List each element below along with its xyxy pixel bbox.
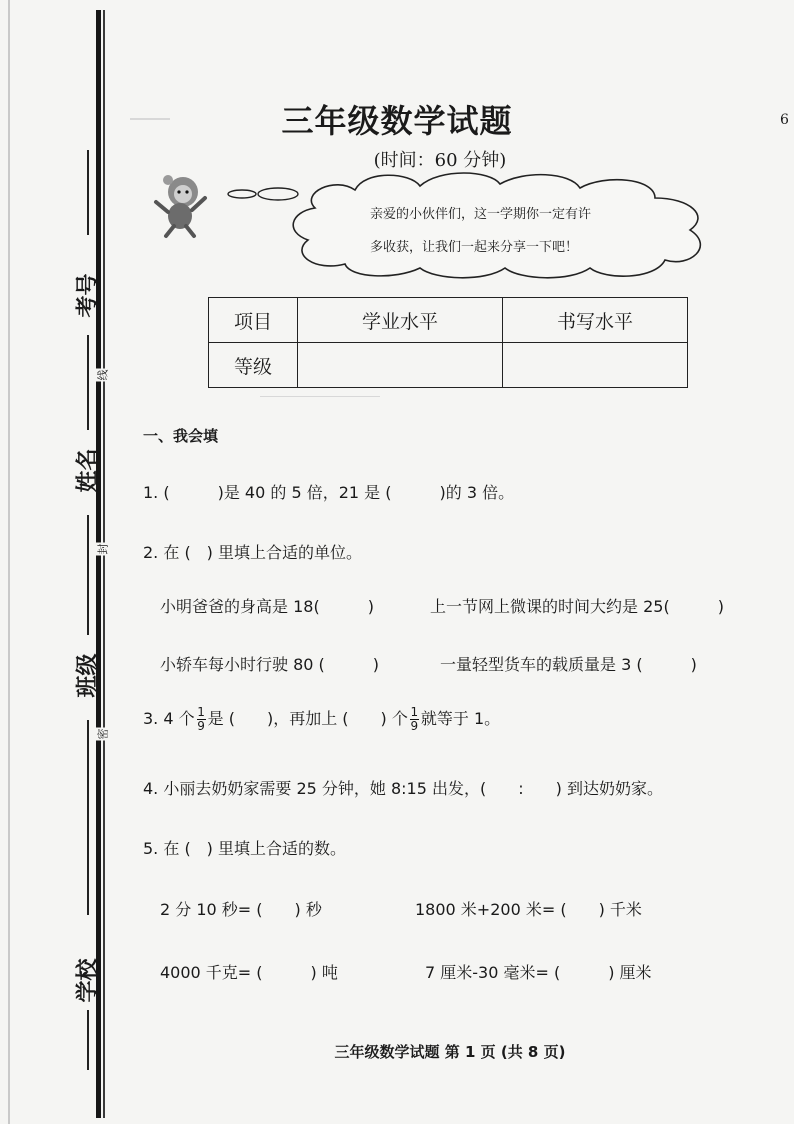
scan-artifact — [260, 396, 380, 397]
fraction-denominator: 9 — [197, 719, 205, 733]
question-5c: 4000 千克= ( ) 吨 — [160, 963, 338, 982]
binding-line — [96, 10, 101, 1118]
greeting-line-1: 亲爱的小伙伴们，这一学期你一定有许 — [370, 207, 592, 222]
greeting-line-2: 多收获，让我们一起来分享一下吧！ — [370, 240, 579, 255]
question-3 — [143, 706, 500, 733]
question-5b: 1800 米+200 米= ( ) 千米 — [415, 900, 642, 919]
question-2d: 一量轻型货车的载质量是 3 ( ) — [440, 655, 697, 674]
label-xingming: 姓名 — [75, 448, 101, 493]
fraction-numerator: 1 — [197, 705, 205, 719]
score-cell[interactable] — [298, 343, 503, 388]
table-cell: 学业水平 — [298, 298, 503, 343]
question-2c: 小轿车每小时行驶 80 ( ) — [160, 655, 380, 674]
label-xuexiao: 学校 — [75, 958, 101, 1003]
question-5: 5. 在 ( ) 里填上合适的数。 — [143, 839, 347, 858]
cut-mark-feng: 封 — [94, 543, 112, 556]
corner-mark: 6 — [780, 112, 789, 128]
table-row — [209, 343, 688, 388]
question-4: 4. 小丽去奶奶家需要 25 分钟，她 8:15 出发，( : ) 到达奶奶家。 — [143, 779, 663, 798]
blank-line — [87, 515, 89, 635]
question-3-prefix: 3. 4 个 — [143, 709, 195, 728]
cut-mark-mi: 密 — [94, 728, 112, 741]
question-1: 1. ( )是 40 的 5 倍，21 是 ( )的 3 倍。 — [143, 483, 515, 502]
question-5a: 2 分 10 秒= ( ) 秒 — [160, 900, 322, 919]
question-5d: 7 厘米-30 毫米= ( ) 厘米 — [425, 963, 652, 982]
blank-line — [87, 335, 89, 430]
blank-line — [87, 720, 89, 915]
table-row — [209, 298, 688, 343]
table-cell: 等级 — [209, 343, 298, 388]
question-2b: 上一节网上微课的时间大约是 25( ) — [430, 597, 724, 616]
cut-mark-xian: 线 — [94, 369, 112, 382]
mascot-cloud-illustration — [150, 168, 730, 283]
fraction-numerator: 1 — [410, 705, 419, 719]
section-heading: 一、我会填 — [143, 427, 219, 445]
page-footer: 三年级数学试题 第 1 页 (共 8 页) — [334, 1043, 566, 1061]
question-2a: 小明爸爸的身高是 18( ) — [160, 597, 374, 616]
exam-time: (时间：60 分钟) — [373, 150, 507, 171]
fraction-denominator: 9 — [410, 719, 419, 733]
page-title: 三年级数学试题 — [281, 102, 513, 140]
label-kaohao: 考号 — [75, 273, 101, 318]
binding-line-inner — [103, 10, 105, 1118]
question-2: 2. 在 ( ) 里填上合适的单位。 — [143, 543, 363, 562]
grade-table — [208, 297, 688, 388]
table-cell: 书写水平 — [503, 298, 688, 343]
label-banji: 班级 — [75, 653, 101, 698]
score-cell[interactable] — [503, 343, 688, 388]
fraction — [410, 706, 419, 733]
question-3-suffix: 就等于 1。 — [420, 709, 501, 728]
fraction — [197, 706, 206, 733]
table-cell: 项目 — [209, 298, 298, 343]
monkey-mascot-icon — [156, 175, 205, 236]
question-3-middle: 是 ( )，再加上 ( ) 个 — [207, 709, 408, 728]
